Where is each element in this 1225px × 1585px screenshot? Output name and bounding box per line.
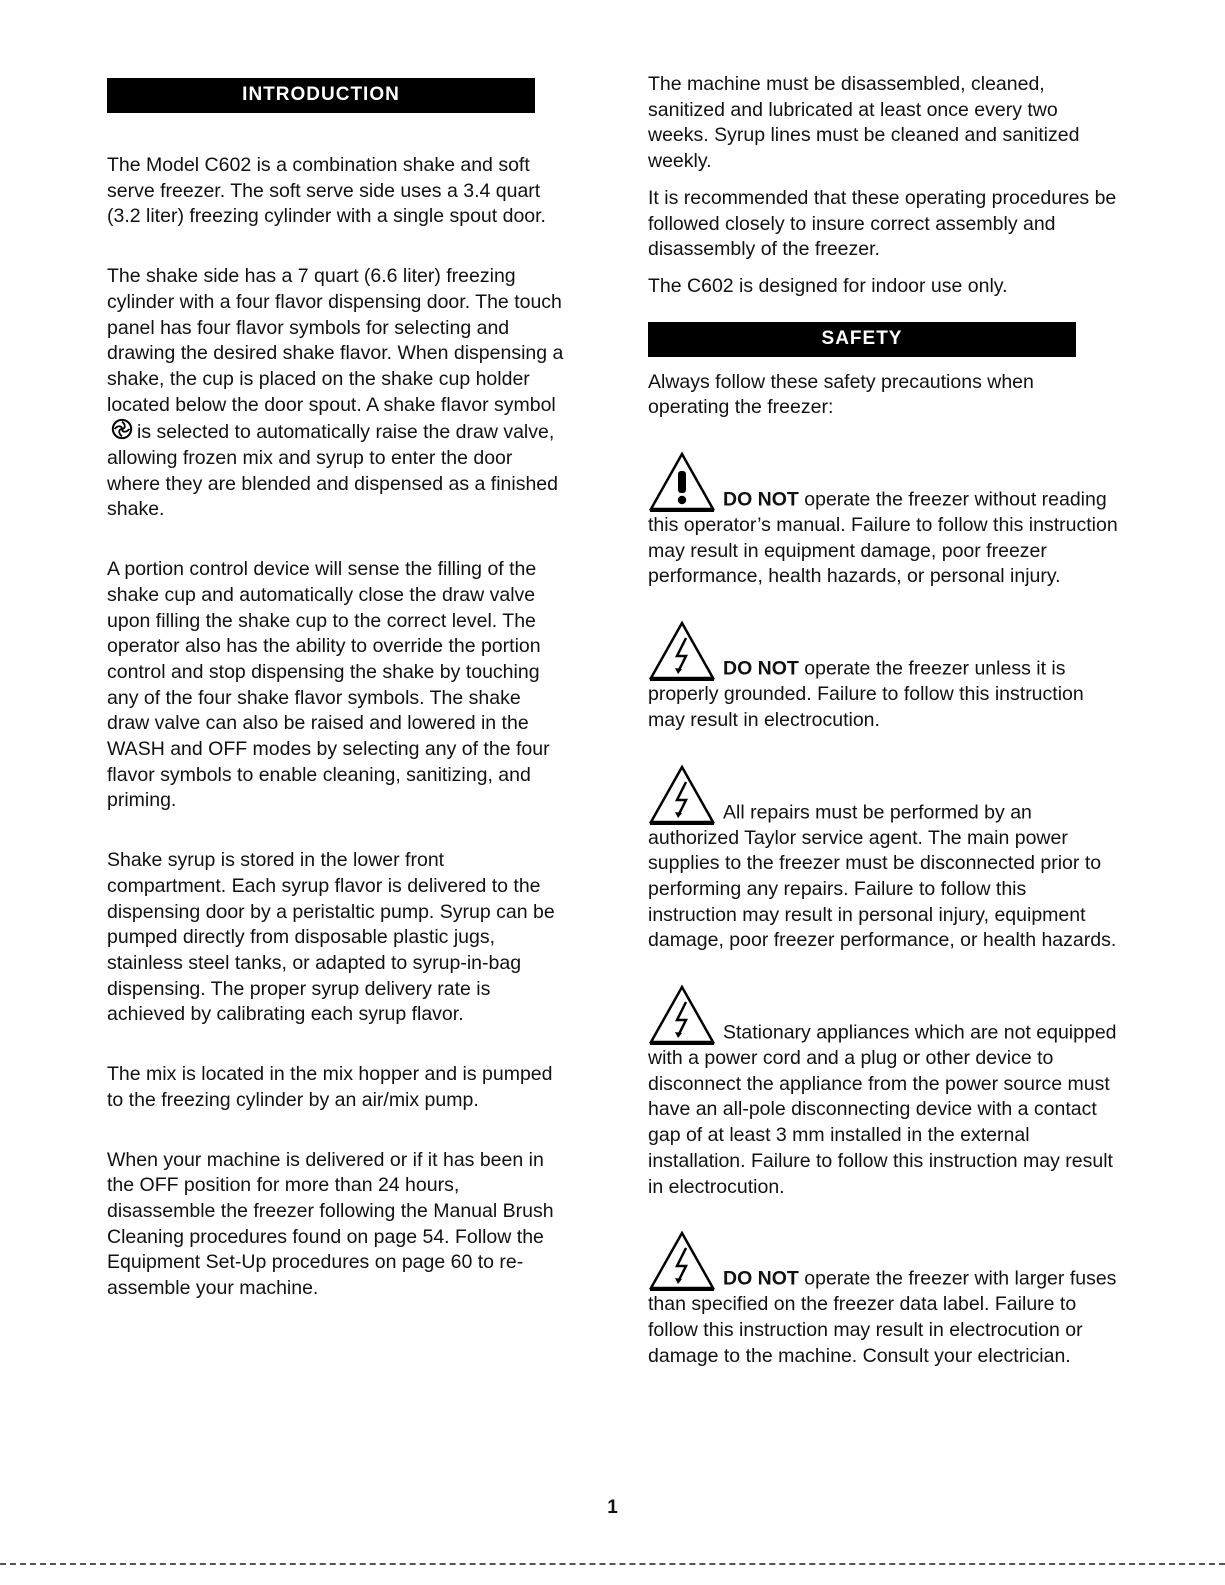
indoor-use-paragraph: The C602 is designed for indoor use only. bbox=[648, 274, 1008, 297]
shake-flavor-symbol-icon bbox=[111, 418, 133, 440]
safety-intro: Always follow these safety precautions when operating the freezer: bbox=[648, 370, 1034, 419]
safety-heading: SAFETY bbox=[648, 322, 1076, 357]
intro-paragraph-2-part-a: The shake side has a 7 quart (6.6 liter) freezing cylinder with a four flavor dispensing door. The touch panel has four flavor symbols for selecting and drawing the desired shake flavor. When dispensing a shake, the cup is placed on the shake cup holder located below the door spout. A shake flavor symbol bbox=[107, 265, 564, 416]
introduction-heading: INTRODUCTION bbox=[107, 78, 535, 113]
procedures-paragraph: It is recommended that these operating procedures be followed closely to insure correct assembly and disassembly of the freezer. bbox=[648, 186, 1117, 261]
electrical-hazard-icon bbox=[648, 1230, 716, 1292]
bottom-dashed-rule bbox=[0, 1563, 1225, 1565]
warning-4 bbox=[648, 984, 1118, 1200]
page-number: 1 bbox=[607, 1497, 618, 1518]
warning-2 bbox=[648, 620, 1118, 733]
electrical-hazard-icon bbox=[648, 620, 716, 682]
warning-4-text: Stationary appliances which are not equipped with a power cord and a plug or other device to disconnect the appliance from the power source must have an all-pole disconnecting device with a contact gap of at least 3 mm installed in the external installation. Failure to follow this instruction may result in electrocution. bbox=[648, 1021, 1117, 1198]
warning-1 bbox=[648, 451, 1118, 590]
intro-paragraph-2-part-b: is selected to automatically raise the draw valve, allowing frozen mix and syrup to enter the door where they are blended and dispensed as a finished shake. bbox=[107, 421, 558, 521]
warning-3 bbox=[648, 764, 1118, 955]
warning-5-text: operate the freezer with larger fuses than specified on the freezer data label. Failure to follow this instruction may result in electrocution or damage to the machine. Consult your electrician. bbox=[648, 1267, 1117, 1367]
electrical-hazard-icon bbox=[648, 984, 716, 1046]
intro-paragraph-5: The mix is located in the mix hopper and is pumped to the freezing cylinder by an air/mix pump. bbox=[107, 1063, 553, 1111]
electrical-hazard-icon bbox=[648, 764, 716, 826]
intro-paragraph-2 bbox=[107, 264, 567, 523]
exclamation-warning-icon bbox=[648, 451, 716, 513]
warning-1-text: operate the freezer without reading this operator’s manual. Failure to follow this instruction may result in equipment damage, poor freezer performance, health hazards, or personal injury. bbox=[648, 488, 1118, 588]
intro-paragraph-3: A portion control device will sense the filling of the shake cup and automatically close the draw valve upon filling the shake cup to the correct level. The operator also has the ability to override the portion control and stop dispensing the shake by touching any of the four shake flavor symbols. The shake draw valve can also be raised and lowered in the WASH and OFF modes by selecting any of the four flavor symbols to enable cleaning, sanitizing, and priming. bbox=[107, 558, 550, 812]
intro-paragraph-1: The Model C602 is a combination shake and soft serve freezer. The soft serve side uses a 3.4 quart (3.2 liter) freezing cylinder with a single spout door. bbox=[107, 154, 546, 228]
intro-paragraph-4: Shake syrup is stored in the lower front compartment. Each syrup flavor is delivered to the dispensing door by a peristaltic pump. Syrup can be pumped directly from disposable plastic jugs, stainless steel tanks, or adapted to syrup-in-bag dispensing. The proper syrup delivery rate is achieved by calibrating each syrup flavor. bbox=[107, 849, 555, 1026]
warning-1-emphasis: DO NOT bbox=[723, 488, 799, 511]
left-column bbox=[107, 78, 567, 1302]
right-column bbox=[648, 72, 1118, 1369]
maintenance-paragraph: The machine must be disassembled, cleaned, sanitized and lubricated at least once every two weeks. Syrup lines must be cleaned and sanitized weekly. bbox=[648, 73, 1080, 173]
warning-2-emphasis: DO NOT bbox=[723, 657, 799, 680]
warning-5-emphasis: DO NOT bbox=[723, 1267, 799, 1290]
warning-3-text: All repairs must be performed by an authorized Taylor service agent. The main power supplies to the freezer must be disconnected prior to performing any repairs. Failure to follow this instruction may result in personal injury, equipment damage, poor freezer performance, or health hazards. bbox=[648, 800, 1117, 952]
intro-paragraph-6: When your machine is delivered or if it has been in the OFF position for more than 24 hours, disassemble the freezer following the Manual Brush Cleaning procedures found on page 54. Follow the Equipment Set-Up procedures on page 60 to re-assemble your machine. bbox=[107, 1148, 554, 1300]
warning-2-text: operate the freezer unless it is properly grounded. Failure to follow this instruction may result in electrocution. bbox=[648, 657, 1084, 731]
warning-5 bbox=[648, 1230, 1118, 1369]
